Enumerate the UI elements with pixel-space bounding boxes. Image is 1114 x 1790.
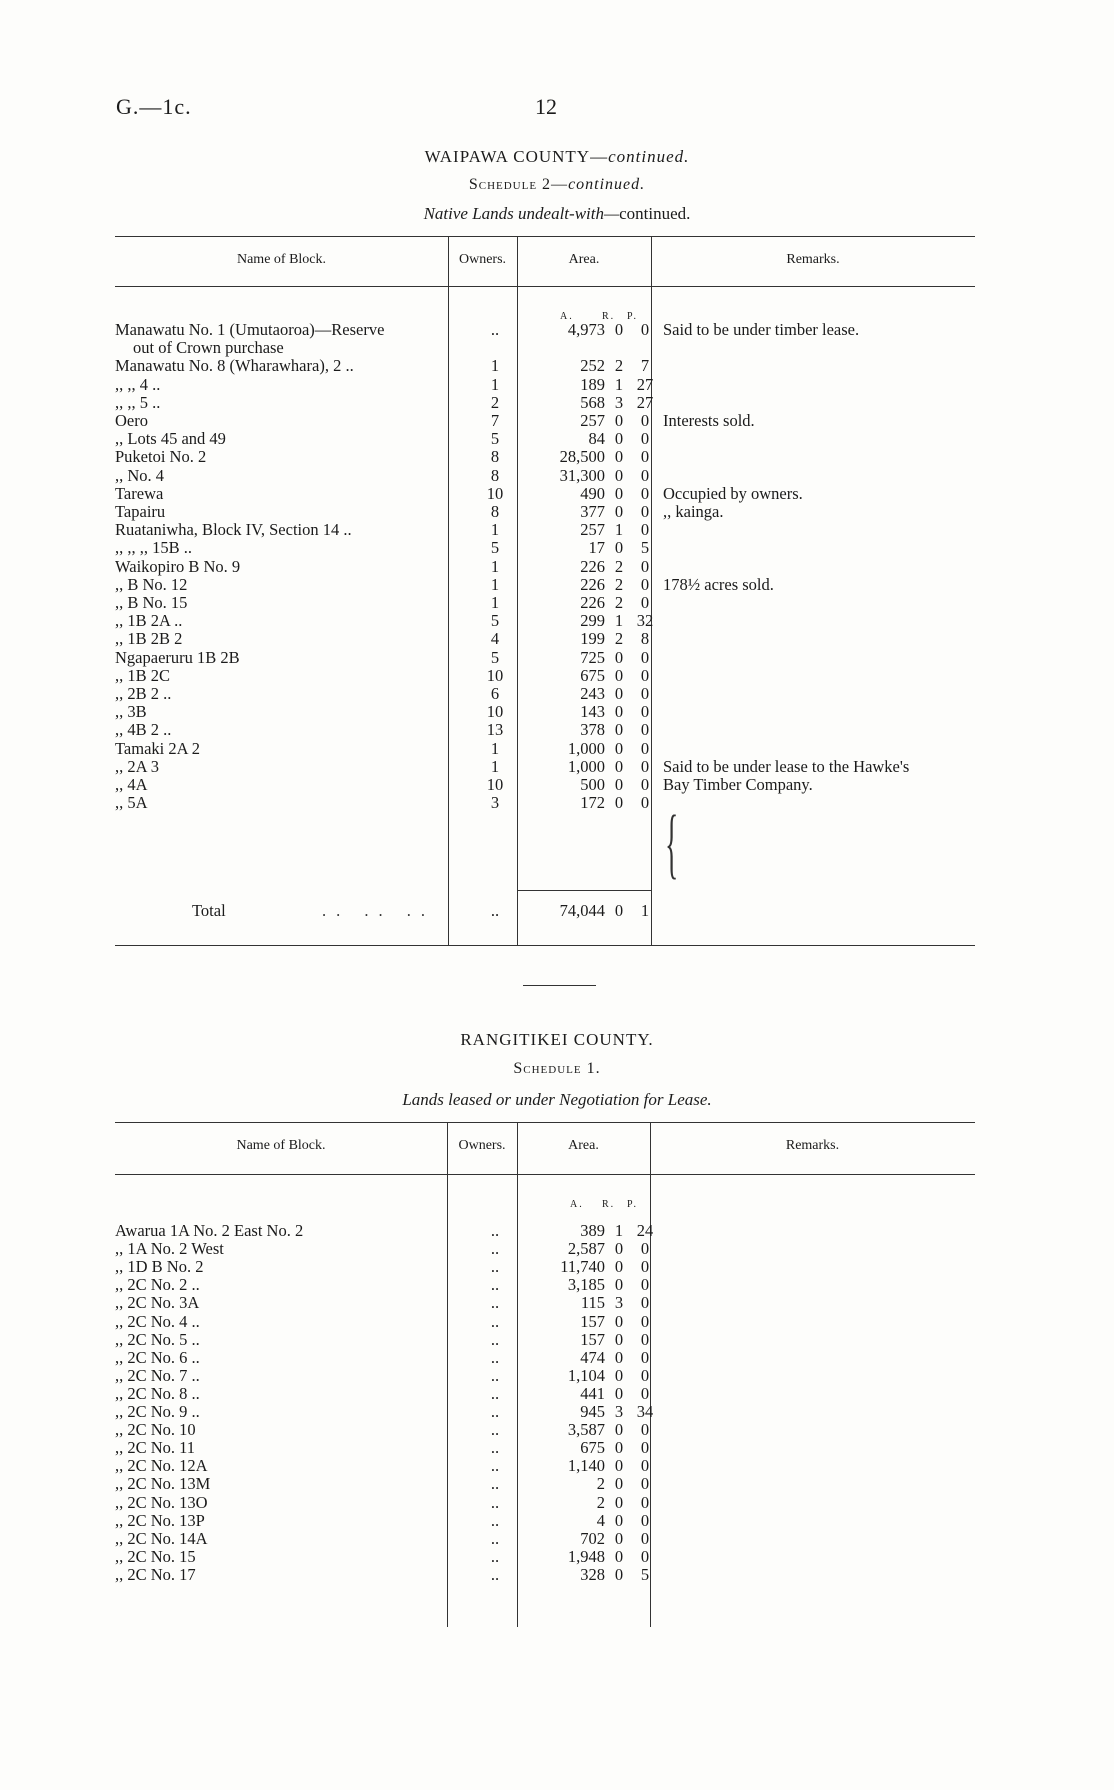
area-acres: 389 — [580, 1221, 605, 1240]
area-roods: 0 — [614, 538, 624, 558]
block-name: ,, 1D B No. 2 — [115, 1257, 204, 1277]
col-header-name: Name of Block. — [236, 1138, 326, 1153]
total-row: Total .. .. .. .. 74,044 0 1 — [115, 900, 975, 921]
area-perches: 0 — [640, 720, 650, 740]
area-acres: 568 — [580, 392, 605, 412]
owners-count: .. — [490, 1275, 500, 1295]
area-roods: 0 — [614, 702, 624, 722]
area-roods: 0 — [614, 1420, 624, 1440]
owners-count: .. — [490, 320, 500, 339]
remarks-text: Said to be under lease to the Hawke's — [663, 756, 910, 776]
block-name: ,, 2C No. 5 .. — [115, 1329, 200, 1349]
owners-count: .. — [490, 1456, 500, 1476]
area-acres: 157 — [580, 1311, 605, 1331]
area-acres: 299 — [580, 611, 605, 631]
area-perches: 0 — [640, 1293, 650, 1313]
area-acres: 1,000 — [567, 756, 605, 776]
area-acres: 378 — [580, 720, 605, 740]
area-perches: 0 — [640, 1257, 650, 1277]
block-name: ,, ,, ,, 15B .. — [115, 538, 193, 558]
remarks-text: Bay Timber Company. — [663, 775, 813, 794]
block-name: ,, 2C No. 7 .. — [115, 1365, 200, 1385]
block-name: Ruataniwha, Block IV, Section 14 .. — [115, 520, 352, 540]
owners-count: .. — [490, 1311, 500, 1331]
block-name: Manawatu No. 8 (Wharawhara), 2 .. — [115, 356, 354, 376]
unit-roods: R. — [602, 1199, 616, 1210]
section-divider — [523, 985, 596, 986]
owners-count: .. — [490, 1492, 500, 1512]
section2-county-title: RANGITIKEI COUNTY. — [460, 1030, 654, 1049]
block-name: Manawatu No. 1 (Umutaoroa)—Reserve — [115, 320, 385, 339]
block-name: Ngapaeruru 1B 2B — [115, 647, 240, 667]
area-perches: 0 — [640, 411, 650, 430]
area-acres: 1,104 — [567, 1365, 605, 1385]
owners-count: .. — [490, 1239, 500, 1259]
block-name: Puketoi No. 2 — [115, 447, 207, 467]
area-roods: 0 — [614, 465, 624, 485]
owners-count: 10 — [486, 775, 504, 794]
area-roods: 0 — [614, 1257, 624, 1277]
area-perches: 0 — [640, 1456, 650, 1476]
area-roods: 1 — [614, 520, 624, 540]
block-name: ,, 2C No. 15 — [115, 1546, 196, 1566]
block-name: ,, 1B 2A .. — [115, 611, 183, 631]
area-perches: 8 — [640, 629, 650, 649]
page-number: 12 — [535, 94, 557, 119]
area-acres: 11,740 — [560, 1257, 605, 1277]
area-roods: 0 — [614, 483, 624, 503]
block-name: ,, 2C No. 6 .. — [115, 1347, 200, 1367]
area-acres: 500 — [580, 775, 605, 794]
unit-perches: P. — [627, 311, 638, 322]
area-acres: 257 — [580, 520, 605, 540]
total-label: Total — [192, 901, 226, 920]
owners-count: .. — [490, 1293, 500, 1313]
owners-count: .. — [490, 1347, 500, 1367]
rangitikei-table — [115, 1122, 975, 1627]
area-acres: 441 — [580, 1383, 605, 1403]
area-roods: 0 — [614, 684, 624, 703]
area-perches: 0 — [640, 738, 650, 758]
unit-roods: R. — [602, 311, 616, 322]
block-name: ,, 5A — [115, 793, 148, 813]
block-name: ,, 2C No. 4 .. — [115, 1311, 200, 1331]
waipawa-table — [115, 236, 975, 946]
block-name: ,, ,, 5 .. — [115, 392, 161, 412]
area-roods: 0 — [614, 1456, 624, 1476]
area-acres: 474 — [580, 1347, 605, 1367]
area-roods: 1 — [614, 611, 624, 631]
area-perches: 0 — [640, 775, 650, 794]
area-roods: 0 — [614, 1438, 624, 1458]
area-roods: 3 — [614, 392, 624, 412]
area-roods: 0 — [614, 1275, 624, 1295]
owners-count: 8 — [490, 447, 500, 467]
owners-count: 3 — [490, 793, 500, 813]
block-name: ,, 2C No. 13M — [115, 1474, 211, 1494]
area-acres: 945 — [580, 1402, 605, 1421]
area-acres: 1,000 — [567, 738, 605, 758]
owners-count: .. — [490, 1365, 500, 1385]
owners-count: .. — [490, 1510, 500, 1530]
area-roods: 0 — [614, 502, 624, 521]
owners-count: 1 — [490, 593, 500, 612]
area-perches: 0 — [640, 665, 650, 685]
area-acres: 4,973 — [567, 320, 605, 339]
block-name: ,, 2B 2 .. — [115, 684, 172, 703]
owners-count: .. — [490, 1257, 500, 1277]
area-acres: 226 — [580, 556, 605, 576]
block-name: ,, 2C No. 13P — [115, 1510, 205, 1530]
remarks-text: 178½ acres sold. — [663, 574, 774, 594]
area-roods: 1 — [614, 374, 624, 394]
block-name: ,, No. 4 — [115, 465, 165, 485]
owners-count: .. — [490, 1221, 500, 1240]
area-perches: 0 — [640, 1420, 650, 1440]
remarks-text: Occupied by owners. — [663, 483, 803, 503]
owners-count: 1 — [490, 356, 500, 376]
block-name: ,, 3B — [115, 702, 147, 722]
area-roods: 0 — [614, 738, 624, 758]
block-name: ,, 1A No. 2 West — [115, 1239, 224, 1259]
block-name: ,, 2A 3 — [115, 756, 160, 776]
area-acres: 243 — [580, 684, 605, 703]
unit-acres: A. — [570, 1199, 584, 1210]
area-acres: 675 — [580, 1438, 605, 1458]
owners-count: 1 — [490, 556, 500, 576]
area-roods: 2 — [614, 574, 624, 594]
area-roods: 0 — [614, 775, 624, 794]
block-name: ,, 2C No. 2 .. — [115, 1275, 200, 1295]
area-perches: 0 — [640, 447, 650, 467]
area-roods: 3 — [614, 1293, 624, 1313]
owners-count: .. — [490, 1383, 500, 1403]
block-name: ,, B No. 15 — [115, 593, 188, 612]
area-perches: 34 — [636, 1402, 654, 1421]
owners-count: 10 — [486, 665, 504, 685]
owners-count: .. — [490, 1329, 500, 1349]
total-acres: 74,044 — [559, 901, 605, 920]
total-roods: 0 — [614, 901, 624, 920]
block-name: ,, ,, 4 .. — [115, 374, 161, 394]
section2-subtitle: Lands leased or under Negotiation for Lease. — [402, 1090, 712, 1109]
block-name: ,, 4A — [115, 775, 148, 794]
area-acres: 84 — [588, 429, 605, 449]
area-roods: 0 — [614, 411, 624, 430]
area-roods: 0 — [614, 1546, 624, 1566]
owners-count: 4 — [490, 629, 500, 649]
area-perches: 0 — [640, 502, 650, 521]
area-acres: 3,587 — [567, 1420, 605, 1440]
block-name: out of Crown purchase — [133, 338, 284, 358]
area-acres: 17 — [588, 538, 605, 558]
area-roods: 0 — [614, 1239, 624, 1259]
area-acres: 189 — [580, 374, 605, 394]
area-acres: 1,948 — [567, 1546, 605, 1566]
area-roods: 2 — [614, 556, 624, 576]
owners-count: 5 — [490, 429, 500, 449]
col-header-owners: Owners. — [458, 252, 507, 267]
owners-count: .. — [490, 1402, 500, 1421]
area-perches: 0 — [640, 1528, 650, 1548]
col-header-name: Name of Block. — [236, 252, 327, 267]
area-perches: 0 — [640, 465, 650, 485]
area-perches: 5 — [640, 538, 650, 558]
block-name: ,, 2C No. 3A — [115, 1293, 200, 1313]
area-perches: 0 — [640, 684, 650, 703]
block-name: ,, 2C No. 17 — [115, 1564, 196, 1584]
block-name: ,, 1B 2C — [115, 665, 171, 685]
owners-count: 6 — [490, 684, 500, 703]
unit-acres: A. — [560, 311, 574, 322]
area-roods: 0 — [614, 1492, 624, 1512]
owners-count: 8 — [490, 502, 500, 521]
col-header-area: Area. — [568, 252, 600, 267]
area-perches: 0 — [640, 1492, 650, 1512]
owners-count: 1 — [490, 738, 500, 758]
area-perches: 0 — [640, 1239, 650, 1259]
area-acres: 115 — [580, 1293, 605, 1313]
area-perches: 0 — [640, 756, 650, 776]
area-perches: 0 — [640, 320, 650, 339]
area-roods: 2 — [614, 356, 624, 376]
area-acres: 377 — [580, 502, 605, 521]
block-name: Tapairu — [115, 502, 166, 521]
col-header-owners: Owners. — [458, 1138, 506, 1153]
owners-count: .. — [490, 1474, 500, 1494]
remarks-text: Said to be under timber lease. — [663, 320, 860, 339]
total-owners: .. — [490, 901, 500, 920]
area-roods: 0 — [614, 1347, 624, 1367]
area-acres: 28,500 — [559, 447, 605, 467]
table-row — [115, 1564, 975, 1585]
area-perches: 0 — [640, 1365, 650, 1385]
area-roods: 0 — [614, 1564, 624, 1584]
area-roods: 0 — [614, 756, 624, 776]
owners-count: .. — [490, 1528, 500, 1548]
area-acres: 257 — [580, 411, 605, 430]
owners-count: 2 — [490, 392, 500, 412]
area-roods: 0 — [614, 1329, 624, 1349]
area-roods: 0 — [614, 1383, 624, 1403]
area-roods: 0 — [614, 447, 624, 467]
owners-count: 5 — [490, 538, 500, 558]
block-name: ,, 2C No. 9 .. — [115, 1402, 200, 1421]
area-roods: 0 — [614, 1311, 624, 1331]
col-header-remarks: Remarks. — [786, 252, 840, 267]
brace: { — [665, 799, 679, 886]
block-name: Oero — [115, 411, 148, 430]
owners-count: 1 — [490, 520, 500, 540]
area-perches: 0 — [640, 1383, 650, 1403]
area-perches: 0 — [640, 429, 650, 449]
area-perches: 0 — [640, 593, 650, 612]
area-roods: 2 — [614, 593, 624, 612]
block-name: Waikopiro B No. 9 — [115, 556, 241, 576]
area-roods: 0 — [614, 1474, 624, 1494]
area-perches: 0 — [640, 1474, 650, 1494]
block-name: ,, 2C No. 13O — [115, 1492, 208, 1512]
area-perches: 0 — [640, 702, 650, 722]
area-perches: 0 — [640, 793, 650, 813]
section1-county-title: WAIPAWA COUNTY—continued. — [424, 147, 690, 166]
area-roods: 0 — [614, 665, 624, 685]
area-perches: 0 — [640, 1546, 650, 1566]
area-acres: 157 — [580, 1329, 605, 1349]
table-row — [115, 792, 975, 813]
area-perches: 0 — [640, 1329, 650, 1349]
area-roods: 1 — [614, 1221, 624, 1240]
area-roods: 0 — [614, 720, 624, 740]
block-name: ,, 2C No. 14A — [115, 1528, 208, 1548]
area-roods: 0 — [614, 1365, 624, 1385]
area-perches: 24 — [636, 1221, 654, 1240]
area-roods: 0 — [614, 793, 624, 813]
block-name: ,, 2C No. 11 — [115, 1438, 196, 1458]
area-perches: 0 — [640, 1311, 650, 1331]
area-acres: 2,587 — [567, 1239, 605, 1259]
area-roods: 0 — [614, 320, 624, 339]
block-name: ,, 2C No. 10 — [115, 1420, 196, 1440]
remarks-text: ,, kainga. — [663, 502, 724, 521]
area-acres: 328 — [580, 1564, 605, 1584]
block-name: ,, 2C No. 12A — [115, 1456, 208, 1476]
area-acres: 31,300 — [559, 465, 605, 485]
owners-count: .. — [490, 1420, 500, 1440]
area-perches: 0 — [640, 483, 650, 503]
document-reference: G.—1c. — [116, 94, 192, 119]
unit-perches: P. — [627, 1199, 638, 1210]
col-header-remarks: Remarks. — [785, 1138, 840, 1153]
area-acres: 226 — [580, 593, 605, 612]
area-perches: 27 — [636, 374, 654, 394]
area-acres: 490 — [580, 483, 605, 503]
area-perches: 0 — [640, 1510, 650, 1530]
owners-count: .. — [490, 1546, 500, 1566]
section2-schedule-title: Schedule 1. — [513, 1060, 601, 1077]
area-perches: 0 — [640, 574, 650, 594]
area-acres: 4 — [596, 1510, 605, 1530]
area-acres: 725 — [580, 647, 605, 667]
total-perches: 1 — [640, 901, 650, 920]
owners-count: 13 — [486, 720, 504, 740]
remarks-text: Interests sold. — [663, 411, 755, 430]
owners-count: .. — [490, 1438, 500, 1458]
section1-schedule-title: Schedule 2—continued. — [468, 176, 646, 193]
area-roods: 3 — [614, 1402, 624, 1421]
area-acres: 2 — [596, 1474, 605, 1494]
area-acres: 199 — [580, 629, 605, 649]
area-roods: 0 — [614, 1528, 624, 1548]
block-name: Tamaki 2A 2 — [115, 738, 200, 758]
area-perches: 5 — [640, 1564, 650, 1584]
area-roods: 2 — [614, 629, 624, 649]
area-acres: 3,185 — [567, 1275, 605, 1295]
owners-count: 10 — [486, 702, 504, 722]
area-perches: 0 — [640, 520, 650, 540]
section1-subtitle: Native Lands undealt-with—continued. — [423, 204, 691, 223]
area-perches: 27 — [636, 392, 654, 412]
area-acres: 143 — [580, 702, 605, 722]
area-acres: 1,140 — [567, 1456, 605, 1476]
owners-count: .. — [490, 1564, 500, 1584]
area-roods: 0 — [614, 1510, 624, 1530]
area-perches: 0 — [640, 1438, 650, 1458]
owners-count: 1 — [490, 374, 500, 394]
owners-count: 8 — [490, 465, 500, 485]
area-perches: 7 — [640, 356, 650, 376]
owners-count: 1 — [490, 574, 500, 594]
owners-count: 5 — [490, 611, 500, 631]
area-acres: 172 — [580, 793, 605, 813]
block-name: ,, B No. 12 — [115, 574, 188, 594]
area-roods: 0 — [614, 647, 624, 667]
block-name: ,, Lots 45 and 49 — [115, 429, 226, 449]
area-acres: 226 — [580, 574, 605, 594]
owners-count: 7 — [490, 411, 500, 430]
area-perches: 0 — [640, 647, 650, 667]
owners-count: 10 — [486, 483, 504, 503]
area-perches: 0 — [640, 1347, 650, 1367]
area-acres: 675 — [580, 665, 605, 685]
block-name: ,, 2C No. 8 .. — [115, 1383, 200, 1403]
block-name: ,, 4B 2 .. — [115, 720, 172, 740]
block-name: Tarewa — [115, 483, 164, 503]
area-perches: 0 — [640, 1275, 650, 1295]
block-name: ,, 1B 2B 2 — [115, 629, 183, 649]
area-roods: 0 — [614, 429, 624, 449]
owners-count: 1 — [490, 756, 500, 776]
area-perches: 0 — [640, 556, 650, 576]
col-header-area: Area. — [568, 1138, 599, 1153]
area-acres: 2 — [596, 1492, 605, 1512]
owners-count: 5 — [490, 647, 500, 667]
area-acres: 252 — [580, 356, 605, 376]
area-acres: 702 — [580, 1528, 605, 1548]
area-perches: 32 — [636, 611, 654, 631]
block-name: Awarua 1A No. 2 East No. 2 — [115, 1221, 304, 1240]
